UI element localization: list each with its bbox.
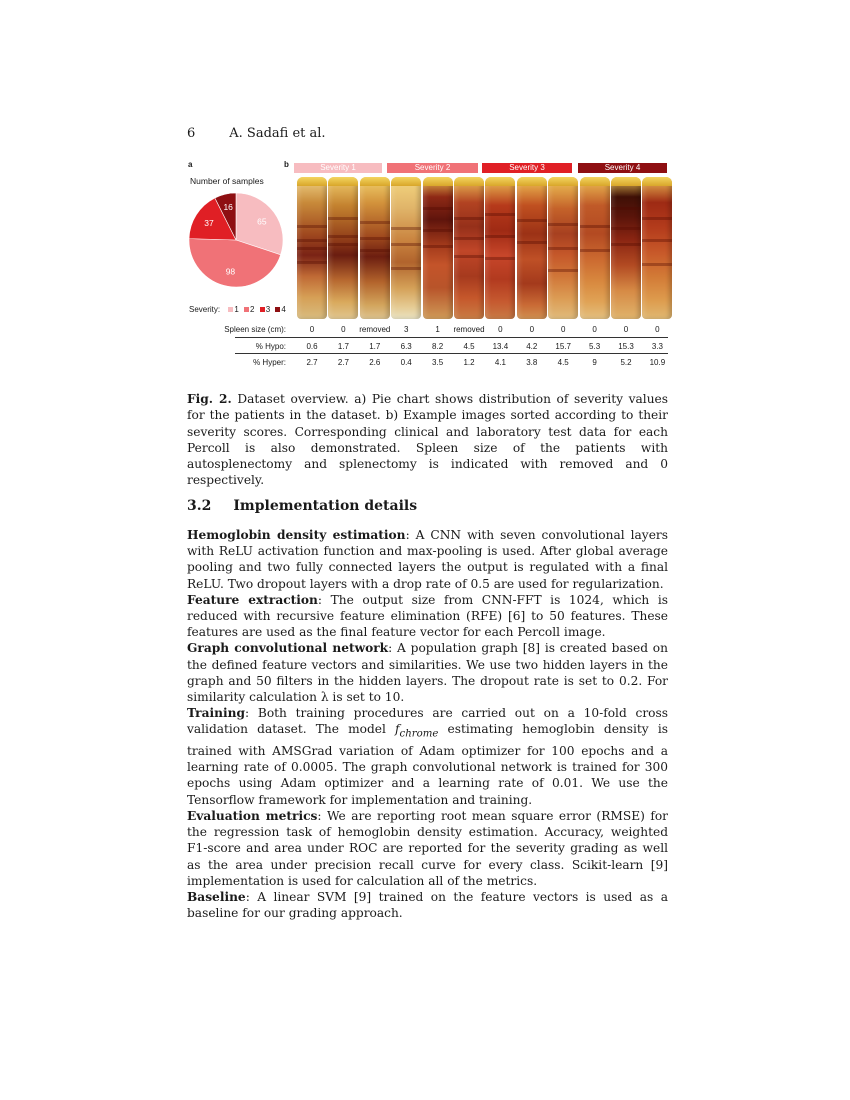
paragraph-evaluation [187, 808, 668, 889]
pie-title: Number of samples [190, 176, 264, 186]
pie-slice-label: 98 [225, 266, 236, 277]
spleen-cell: 1 [435, 325, 440, 334]
caption-text: Dataset overview. a) Pie chart shows distribution of severity values for the patients in the dataset. b) Example images sorted according to their severity scores. Corresponding clinical and laboratory test data for each Percoll is also demonstrated. Spleen size of the patients with autosplenectomy and splenectomy is indicated with removed and 0 respectively. [187, 392, 669, 488]
tube-band [297, 247, 327, 250]
tube-band [611, 243, 641, 246]
tube-band [485, 235, 515, 238]
table-rule-1 [235, 337, 668, 338]
hyper-cell: 3.5 [432, 358, 444, 367]
hypo-row-label: % Hypo: [255, 342, 286, 351]
legend-label-1: 1 [234, 305, 239, 314]
hypo-cell: 15.3 [618, 342, 634, 351]
legend-swatch-2 [244, 307, 249, 312]
hypo-cell: 15.7 [555, 342, 571, 351]
figure-caption [187, 391, 668, 489]
hyper-cell: 4.1 [494, 358, 506, 367]
spleen-cell: 0 [498, 325, 503, 334]
severity-2-label: Severity 2 [387, 163, 478, 173]
legend-swatch-3 [260, 307, 265, 312]
spleen-cell: 0 [341, 325, 346, 334]
paragraph-feature-extraction [187, 592, 668, 641]
tube-band [297, 225, 327, 228]
tube-band [485, 213, 515, 216]
pie-chart [186, 186, 286, 296]
spleen-cell: 0 [309, 325, 315, 334]
spleen-cell: removed [453, 325, 485, 334]
percoll-tube [580, 177, 610, 319]
spleen-row-label: Spleen size (cm): [224, 325, 286, 334]
percoll-tube [611, 177, 641, 319]
tube-top-layer [580, 177, 610, 186]
paragraph-hemoglobin [187, 527, 668, 592]
legend-swatch-4 [275, 307, 280, 312]
tube-top-layer [611, 177, 641, 186]
tube-band [454, 237, 484, 240]
hyper-cell: 9 [592, 358, 597, 367]
legend-label-3: 3 [265, 305, 271, 314]
tube-band [454, 217, 484, 220]
percoll-tube [517, 177, 547, 319]
tube-top-layer [454, 177, 484, 186]
tube-top-layer [548, 177, 578, 186]
paragraph-text: estimating hemoglobin density is trained with AMSGrad variation of Adam optimizer for 100 epochs and a learning rate of 0.0005. The graph convolutional network is trained for 300 epochs using Adam optimizer and a learning rate of 0.01. We use the Tensorflow framework for implementation and training. [187, 722, 668, 807]
tube-band [360, 221, 390, 224]
spleen-cell: 0 [560, 325, 566, 334]
percoll-tube [391, 177, 421, 319]
hyper-cell: 2.6 [369, 358, 381, 367]
severity-3-label: Severity 3 [482, 163, 572, 173]
math-subscript: chrome [399, 728, 439, 740]
legend-title: Severity: [189, 305, 221, 314]
panel-a-letter: a [188, 160, 193, 169]
hypo-cell: 8.2 [432, 342, 444, 351]
spleen-cell: removed [359, 325, 391, 334]
tube-band [297, 239, 327, 242]
paragraph-gcn [187, 640, 668, 705]
hypo-cell: 3.3 [651, 342, 663, 351]
percoll-tube [454, 177, 484, 319]
spleen-cell: 0 [655, 325, 660, 334]
panel-b-letter: b [284, 160, 289, 169]
tube-top-layer [642, 177, 672, 186]
hypo-cell: 6.3 [400, 342, 412, 351]
tube-band [517, 219, 547, 222]
paragraph-heading: Evaluation metrics [187, 808, 318, 823]
tube-top-layer [328, 177, 358, 186]
paragraph-heading: Training [187, 706, 246, 721]
hypo-cell: 13.4 [492, 342, 509, 351]
severity-4-label: Severity 4 [578, 163, 667, 173]
tube-band [454, 255, 484, 258]
tube-band [611, 207, 641, 210]
percoll-tube [297, 177, 327, 319]
tube-band [642, 239, 672, 242]
math-f: f [395, 722, 400, 737]
tube-band [423, 229, 453, 232]
percoll-tube [642, 177, 672, 319]
paragraph-heading: Graph convolutional network [187, 641, 389, 656]
tube-band [328, 243, 358, 246]
section-heading [187, 498, 417, 514]
hyper-row-label: % Hyper: [253, 358, 286, 367]
tube-band [642, 217, 672, 220]
pie-legend [189, 305, 286, 314]
running-author: A. Sadafi et al. [229, 126, 326, 141]
hypo-cell: 1.7 [369, 342, 381, 351]
section-body [187, 527, 668, 921]
hypo-cell: 4.5 [463, 342, 475, 351]
spleen-cell: 3 [403, 325, 409, 334]
figure-2 [186, 160, 670, 372]
tube-band [423, 207, 453, 210]
section-number: 3.2 [187, 498, 212, 514]
legend-label-4: 4 [281, 305, 286, 314]
tube-band [391, 227, 421, 230]
tube-top-layer [297, 177, 327, 186]
legend-swatch-1 [228, 307, 233, 312]
tube-band [485, 257, 515, 260]
tube-band [391, 267, 421, 270]
hyper-cell: 3.8 [526, 358, 538, 367]
section-title: Implementation details [233, 498, 418, 514]
spleen-cell: 0 [529, 325, 535, 334]
paragraph-text: : We are reporting root mean square error (RMSE) for the regression task of hemoglobin density estimation. Accuracy, weighted F1-score and area under ROC are reported for the severity grading as well as the area under precision recall curve for every class. Scikit-learn [9] implementation is used for calculation all of the metrics. [187, 808, 669, 888]
hypo-cell: 4.2 [526, 342, 538, 351]
hyper-cell: 5.2 [620, 358, 632, 367]
paragraph-text: : A CNN with seven convolutional layers with ReLU activation function and max-pooling is used. After global average pooling and two fully connected layers the output is regulated with a final ReLU. Two dropout layers with a drop rate of 0.5 are used for regularization. [187, 528, 668, 591]
pie-slice-label: 65 [257, 216, 267, 227]
hyper-cell: 1.2 [463, 358, 475, 367]
tube-band [360, 237, 390, 240]
tube-band [517, 241, 547, 244]
tube-top-layer [360, 177, 390, 186]
percoll-tube [360, 177, 390, 319]
running-header [187, 126, 326, 141]
percoll-tube [423, 177, 453, 319]
paragraph-text: : A population graph [8] is created based on the defined feature vectors and similarities. We use two hidden layers in the graph and 50 filters in the hidden layers. The dropout rate is set to 0.2. For similarity calculation λ is set to 10. [187, 641, 668, 705]
tube-band [580, 225, 610, 228]
tube-band [297, 261, 327, 264]
paragraph-heading: Baseline [187, 889, 246, 904]
hypo-cell: 0.6 [306, 342, 318, 351]
hyper-cell: 10.9 [649, 358, 666, 367]
severity-1-label: Severity 1 [294, 163, 382, 173]
tube-band [423, 245, 453, 248]
paragraph-training [187, 705, 668, 808]
tube-band [328, 217, 358, 220]
spleen-cell: 0 [592, 325, 597, 334]
tube-band [611, 227, 641, 230]
tube-band [642, 263, 672, 266]
percoll-tube [485, 177, 515, 319]
tube-band [391, 243, 421, 246]
legend-label-2: 2 [250, 305, 255, 314]
percoll-tube [548, 177, 578, 319]
hyper-cell: 4.5 [557, 358, 569, 367]
hypo-cell: 1.7 [337, 342, 349, 351]
tube-top-layer [485, 177, 515, 186]
tube-top-layer [517, 177, 547, 186]
caption-label: Fig. 2. [187, 392, 232, 406]
tube-band [360, 249, 390, 252]
table-rule-2 [235, 353, 668, 354]
page-number: 6 [187, 126, 196, 141]
tube-top-layer [391, 177, 421, 186]
paragraph-text: : The output size from CNN-FFT is 1024, which is reduced with recursive feature elimination (RFE) [6] to 50 features. These features are used as the final feature vector for each Percoll image. [187, 592, 668, 640]
pie-slice-label: 16 [223, 202, 233, 213]
percoll-tube [328, 177, 358, 319]
tube-band [580, 249, 610, 252]
hypo-cell: 5.3 [589, 342, 601, 351]
tube-band [548, 247, 578, 250]
hyper-cell: 0.4 [400, 358, 412, 367]
paragraph-text: : A linear SVM [9] trained on the feature vectors is used as a baseline for our grading approach. [187, 889, 668, 921]
tube-band [548, 223, 578, 226]
pie-slice-label: 37 [204, 217, 214, 228]
spleen-cell: 0 [623, 325, 629, 334]
paragraph-text: : Both training procedures are carried out on a 10-fold cross validation dataset. The model [187, 706, 668, 737]
hyper-cell: 2.7 [306, 358, 318, 367]
paragraph-heading: Hemoglobin density estimation [187, 528, 406, 542]
tube-band [328, 235, 358, 238]
hyper-cell: 2.7 [337, 358, 349, 367]
tube-top-layer [423, 177, 453, 186]
paragraph-heading: Feature extraction [187, 592, 318, 607]
tube-band [548, 269, 578, 272]
paragraph-baseline [187, 889, 668, 921]
